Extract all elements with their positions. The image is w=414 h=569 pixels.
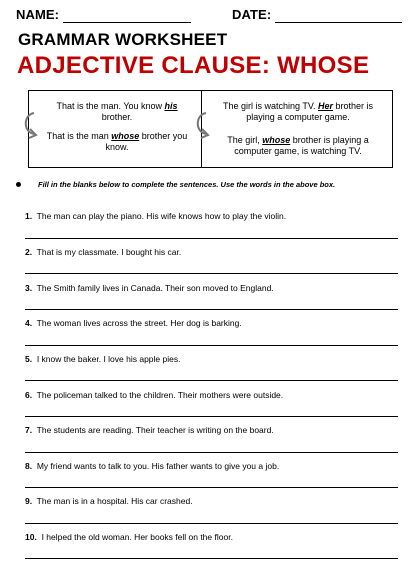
answer-line-2[interactable] — [25, 273, 398, 274]
name-field[interactable] — [16, 7, 191, 23]
question-6: 6. The policeman talked to the children. Their mothers were outside. — [25, 390, 284, 400]
answer-line-10[interactable] — [25, 558, 398, 559]
question-10: 10. I helped the old woman. Her books fell on the floor. — [25, 532, 233, 542]
answer-line-3[interactable] — [25, 309, 398, 310]
answer-line-1[interactable] — [25, 238, 398, 239]
worksheet-title: GRAMMAR WORKSHEET — [18, 30, 228, 49]
worksheet-subtitle: ADJECTIVE CLAUSE: WHOSE — [17, 52, 370, 79]
date-field[interactable] — [232, 7, 402, 23]
answer-line-4[interactable] — [25, 345, 398, 346]
example-left-combined: That is the man whose brother you know. — [46, 131, 188, 152]
date-label: DATE: — [232, 7, 272, 22]
name-blank[interactable] — [63, 7, 191, 23]
answer-line-8[interactable] — [25, 487, 398, 488]
question-9: 9. The man is in a hospital. His car crashed. — [25, 496, 193, 506]
key-word: Her — [318, 101, 334, 111]
example-right-combined: The girl, whose brother is playing a computer game, is watching TV. — [227, 135, 369, 156]
answer-line-6[interactable] — [25, 416, 398, 417]
answer-line-9[interactable] — [25, 523, 398, 524]
bullet-icon — [16, 182, 21, 187]
key-word: his — [164, 101, 178, 111]
date-blank[interactable] — [275, 7, 402, 23]
question-3: 3. The Smith family lives in Canada. Their son moved to England. — [25, 283, 274, 293]
question-8: 8. My friend wants to talk to you. His father wants to give you a job. — [25, 461, 280, 471]
curved-arrow-icon — [22, 110, 44, 142]
question-2: 2. That is my classmate. I bought his car. — [25, 247, 182, 257]
key-word: whose — [262, 135, 291, 145]
example-right-original: The girl is watching TV. Her brother is playing a computer game. — [222, 101, 374, 122]
answer-line-7[interactable] — [25, 452, 398, 453]
answer-line-5[interactable] — [25, 380, 398, 381]
key-word: whose — [111, 131, 140, 141]
example-left-original: That is the man. You know his brother. — [56, 101, 178, 122]
instructions: Fill in the blanks below to complete the sentences. Use the words in the above box. — [38, 180, 336, 189]
question-4: 4. The woman lives across the street. Her dog is barking. — [25, 318, 242, 328]
question-1: 1. The man can play the piano. His wife knows how to play the violin. — [25, 211, 287, 221]
name-label: NAME: — [16, 7, 60, 22]
question-5: 5. I know the baker. I love his apple pies. — [25, 354, 181, 364]
question-7: 7. The students are reading. Their teacher is writing on the board. — [25, 425, 274, 435]
